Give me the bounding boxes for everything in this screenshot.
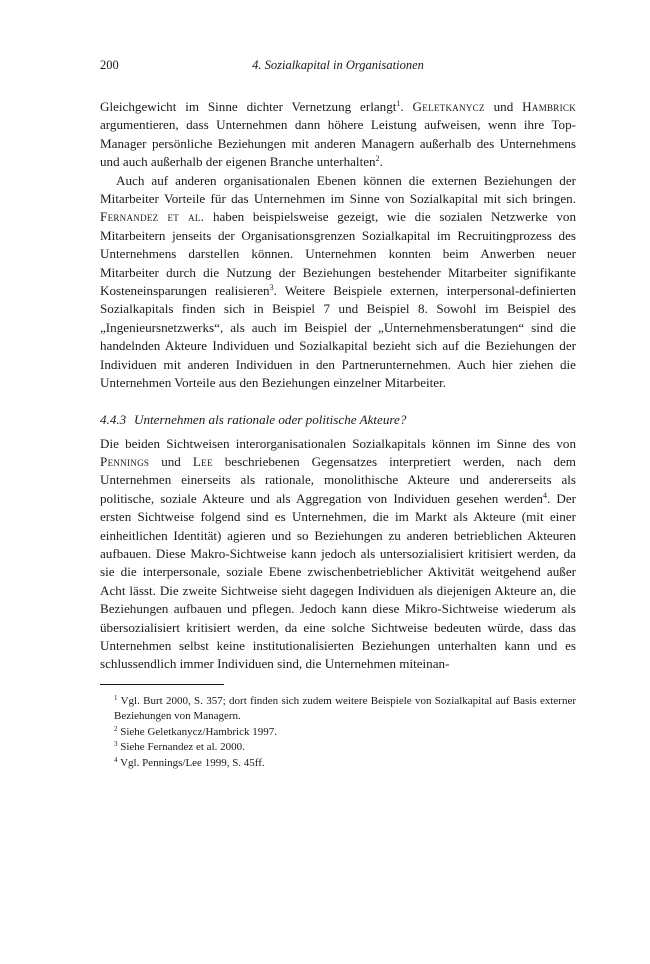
text-run: Die beiden Sichtweisen interorganisationalen Sozialkapitals können im Sinne des von bbox=[100, 435, 576, 451]
footnote-number: 3 bbox=[114, 740, 118, 749]
footnote bbox=[100, 694, 576, 725]
text-run: Auch auf anderen organisationalen Ebenen können die externen Beziehungen der Mitarbeiter Vorteile für das Unternehmen im Sinne von Sozialkapital mit sich bringen. bbox=[100, 172, 576, 207]
body-text bbox=[100, 98, 576, 674]
text-run: argumentieren, dass Unternehmen dann höhere Leistung aufweisen, wenn ihre Top-Manager persönliche Beziehungen mit anderen Managern außerhalb des Unternehmens und auch außerhalb der eigenen Branche unterhalten bbox=[100, 117, 576, 170]
footnote-text: Siehe Geletkanycz/Hambrick 1997. bbox=[120, 725, 277, 738]
text-run: und bbox=[149, 453, 193, 469]
text-run: Gleichgewicht im Sinne dichter Vernetzung erlangt bbox=[100, 99, 397, 114]
author-name: Geletkanycz bbox=[412, 99, 485, 114]
text-run: und bbox=[484, 99, 523, 114]
running-header bbox=[100, 56, 576, 74]
author-name: Hambrick bbox=[522, 99, 577, 114]
footnote-number: 2 bbox=[114, 724, 118, 733]
footnote bbox=[100, 725, 576, 741]
author-name: Fernandez et al. bbox=[100, 209, 205, 225]
footnote-number: 1 bbox=[114, 693, 118, 702]
footnotes bbox=[100, 694, 576, 772]
footnote bbox=[100, 740, 576, 756]
footnote-ref: 3 bbox=[269, 283, 274, 293]
paragraph bbox=[100, 172, 576, 393]
book-page bbox=[100, 56, 576, 771]
footnote-number: 4 bbox=[114, 755, 118, 764]
section-title: Unternehmen als rationale oder politische Akteure? bbox=[134, 411, 407, 427]
text-run: . bbox=[379, 154, 383, 170]
author-name: Pennings bbox=[100, 453, 150, 469]
chapter-title: 4. Sozialkapital in Organisationen bbox=[252, 58, 424, 72]
footnote-ref: 2 bbox=[375, 154, 380, 164]
section-heading bbox=[100, 411, 576, 429]
footnote-ref: 1 bbox=[396, 99, 401, 108]
text-run: . Weitere Beispiele externen, interpersonal-definierten Sozialkapitals finden sich in Beispiel 7 und Beispiel 8. Sowohl im Beispiel des „Ingenieursnetzwerks“, als auch im Beispiel der „Unternehmensberatungen“ sind die handelnden Akteure Individuen und Sozialkapital bezieht sich auf die Beziehungen der Individuen mit anderen Individuen in den Partnerunternehmen. Auch hier ziehen die Unternehmen Vorteile aus den Beziehungen einzelner Mitarbeiter. bbox=[100, 283, 576, 391]
author-name: Lee bbox=[192, 453, 213, 469]
paragraph bbox=[100, 98, 576, 172]
footnote-text: Siehe Fernandez et al. 2000. bbox=[120, 741, 245, 754]
text-run: beschriebenen Gegensatzes interpretiert werden, nach dem Unternehmen einerseits als rationale, monolithische Akteure und andererseits als politische, soziale Akteure und als Aggregation von Individuen gesehen werden bbox=[100, 453, 576, 506]
footnote-ref: 4 bbox=[542, 490, 547, 500]
footnote-divider bbox=[100, 684, 224, 685]
text-run: . Der ersten Sichtweise folgend sind es Unternehmen, die im Markt als Akteure (mit einer einheitlichen Identität) agieren und so Beziehungen zu anderen betrieblichen Akteuren aufbauen. Diese Makro-Sichtweise kann jedoch als untersozialisiert kritisiert werden, da sie die interpersonale, soziale Ebene zwischenbetrieblicher Aktivität weitgehend außer Acht lässt. Die zweite Sichtweise sieht dagegen Individuen als diejenigen Akteure an, die Beziehungen aufbauen und pflegen. Jedoch kann diese Mikro-Sichtweise wiederum als übersozialisiert kritisiert werden, da eine solche Sichtweise bedeuten würde, dass das Unternehmen selbst keine institutionalisierten Beziehungen unterhalten kann und es schlussendlich immer Individuen sind, die Unternehmen miteinan- bbox=[100, 490, 576, 672]
footnote bbox=[100, 756, 576, 772]
page-number: 200 bbox=[100, 58, 119, 72]
paragraph bbox=[100, 435, 576, 674]
footnote-text: Vgl. Pennings/Lee 1999, S. 45ff. bbox=[120, 756, 265, 769]
footnote-text: Vgl. Burt 2000, S. 357; dort finden sich zudem weitere Beispiele von Sozialkapital auf Basis externer Beziehungen von Managern. bbox=[114, 694, 576, 723]
text-run: . bbox=[400, 99, 413, 114]
text-run: haben beispielsweise gezeigt, wie die sozialen Netzwerke von Mitarbeitern jenseits der Organisationsgrenzen Sozialkapital im Recruitingprozess des Unternehmens darstellen können. Unternehmen konnten beim Anwerben neuer Mitarbeiter durch die Nutzung der Beziehungen bestehender Mitarbeiter signifikante Kosteneinsparungen realisieren bbox=[100, 209, 576, 299]
section-number: 4.4.3 bbox=[100, 411, 127, 427]
